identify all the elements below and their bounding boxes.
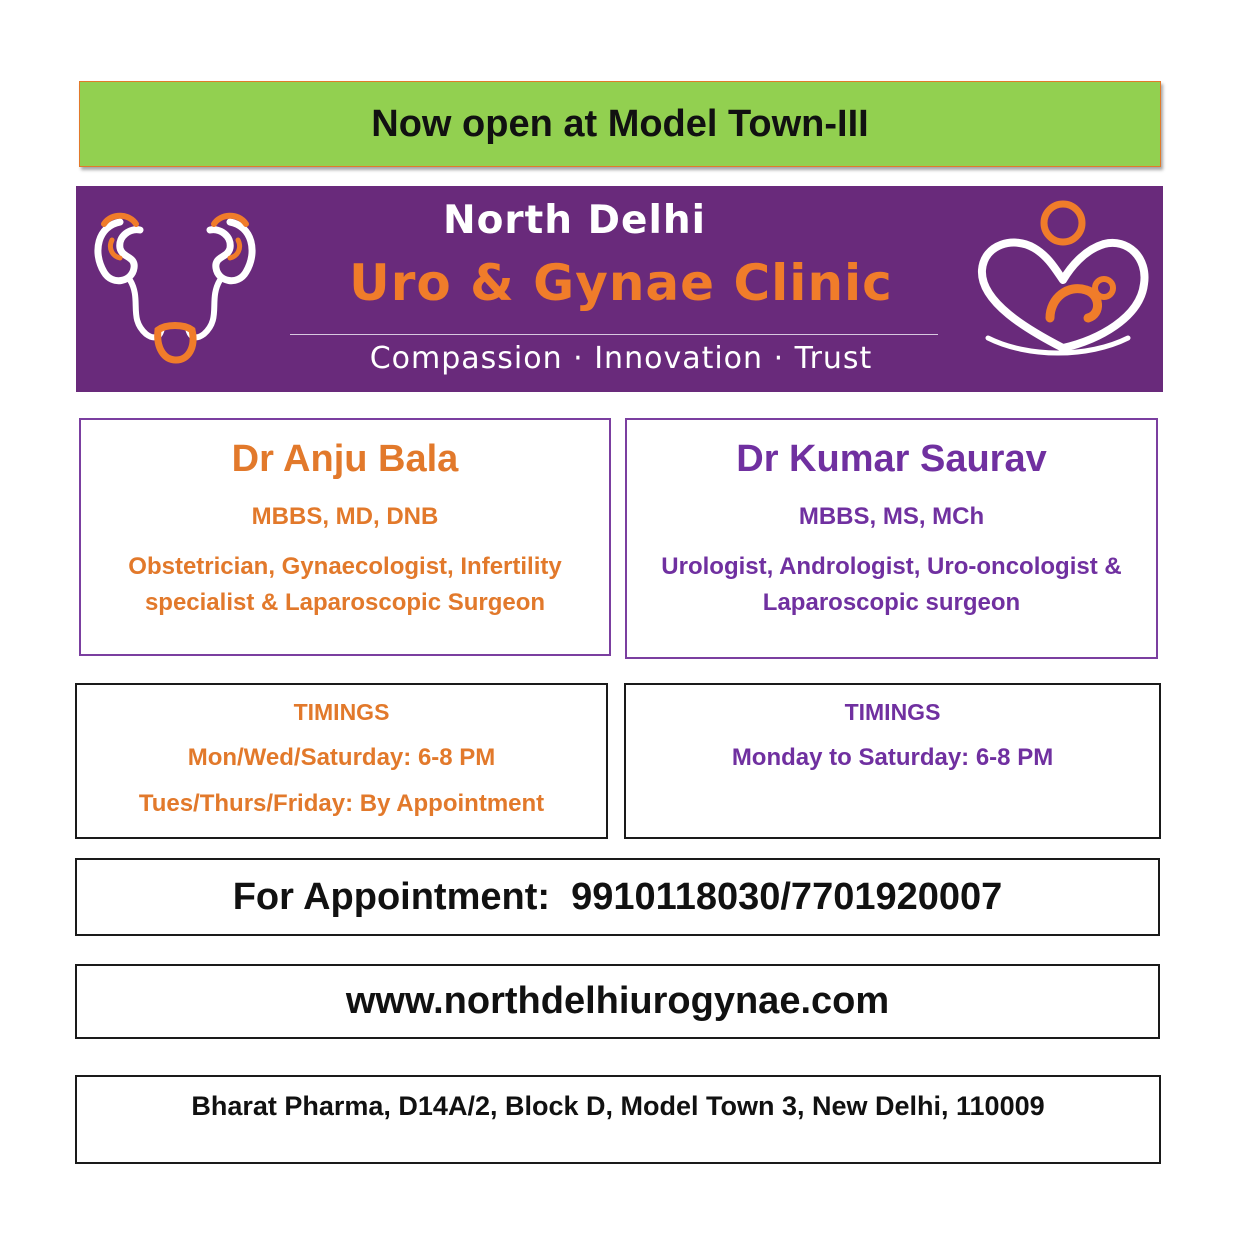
- clinic-tagline: Compassion · Innovation · Trust: [369, 341, 873, 376]
- timings-line: Monday to Saturday: 6-8 PM: [731, 744, 1054, 771]
- doctor-card-kumar-saurav: [625, 418, 1158, 659]
- heart-mother-logo-icon: [968, 198, 1158, 378]
- doctor-name: Dr Kumar Saurav: [736, 438, 1047, 480]
- announcement-text: Now open at Model Town-III: [371, 102, 869, 145]
- timings-line: Mon/Wed/Saturday: 6-8 PM: [187, 744, 496, 771]
- timings-heading: TIMINGS: [293, 699, 390, 725]
- doctor-name: Dr Anju Bala: [231, 438, 459, 480]
- announcement-banner: [79, 81, 1161, 167]
- clinic-name: Uro & Gynae Clinic: [349, 254, 893, 312]
- timings-line: Tues/Thurs/Friday: By Appointment: [138, 790, 545, 817]
- doctor-card-anju-bala: [79, 418, 611, 656]
- doctor-qualifications: MBBS, MS, MCh: [798, 503, 985, 530]
- doctor-specialty: [81, 549, 609, 621]
- clinic-address: Bharat Pharma, D14A/2, Block D, Model Town 3, New Delhi, 110009: [191, 1091, 1045, 1121]
- address-box: [75, 1075, 1161, 1164]
- doctor-qualifications: MBBS, MD, DNB: [251, 503, 439, 530]
- specialty-line: Laparoscopic surgeon: [762, 589, 1021, 616]
- timings-card-kumar-saurav: [624, 683, 1161, 839]
- specialty-line: specialist & Laparoscopic Surgeon: [144, 589, 546, 616]
- timings-card-anju-bala: [75, 683, 608, 839]
- timings-heading: TIMINGS: [844, 699, 941, 725]
- clinic-region: North Delhi: [443, 198, 706, 243]
- appointment-phone[interactable]: For Appointment: 9910118030/7701920007: [232, 875, 1003, 918]
- specialty-line: Urologist, Andrologist, Uro-oncologist &: [661, 553, 1122, 580]
- clinic-banner: [76, 186, 1163, 392]
- website-link[interactable]: www.northdelhiurogynae.com: [345, 980, 890, 1022]
- appointment-box: [75, 858, 1160, 936]
- banner-divider: [290, 334, 938, 335]
- website-box: [75, 964, 1160, 1039]
- doctor-specialty: [627, 549, 1156, 621]
- specialty-line: Obstetrician, Gynaecologist, Infertility: [128, 553, 562, 580]
